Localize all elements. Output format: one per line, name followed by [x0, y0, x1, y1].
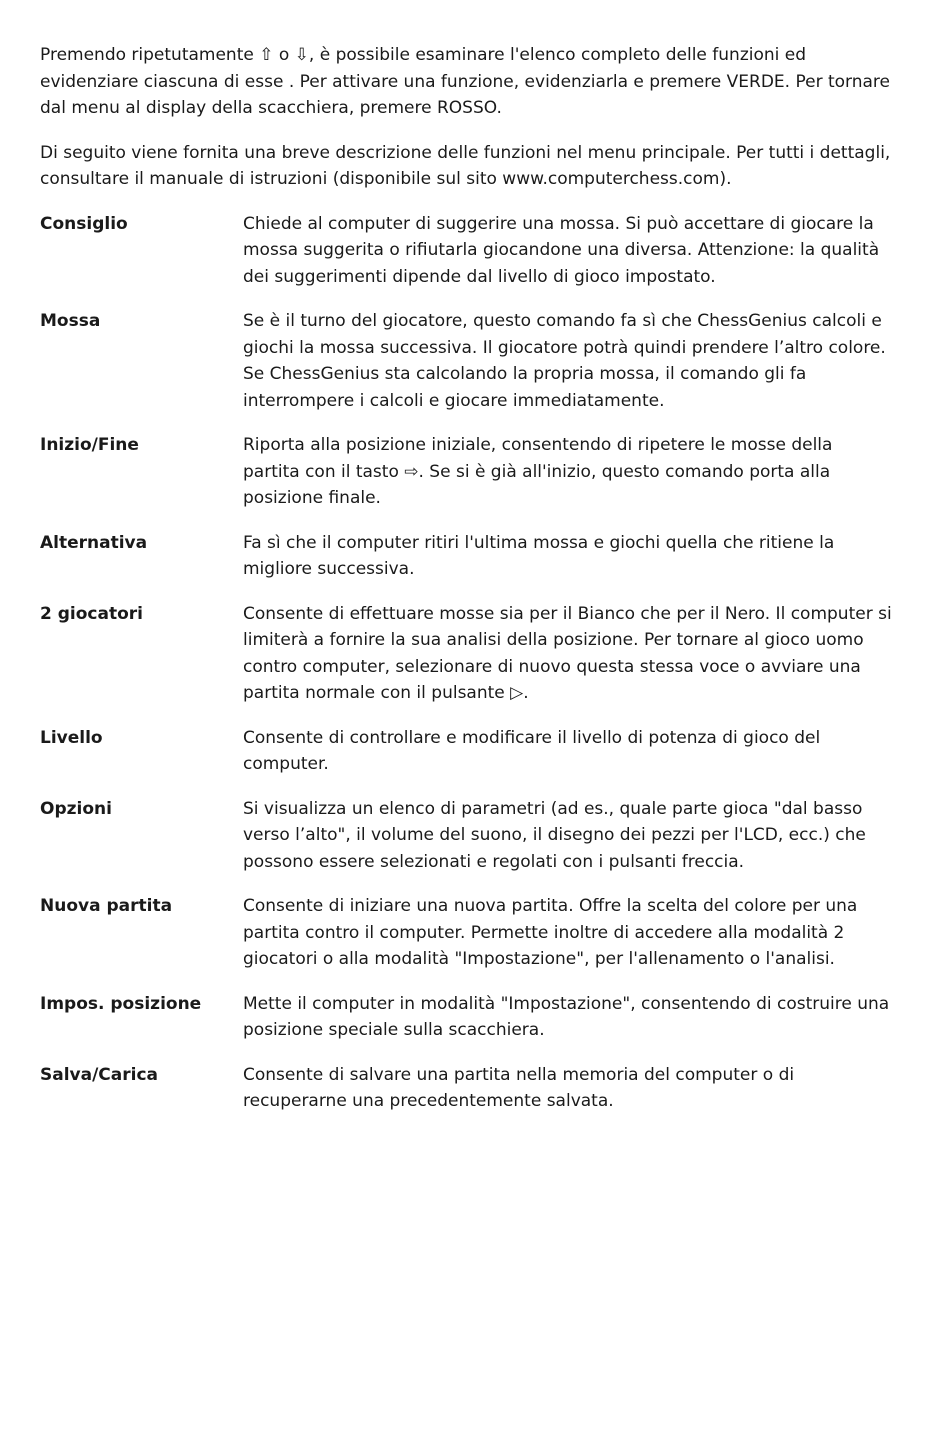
function-term: Livello	[40, 727, 103, 748]
function-term: Inizio/Fine	[40, 435, 139, 455]
function-description: Consente di iniziare una nuova partita. Offre la scelta del colore per una partita contro il computer. Permette inoltre di accedere alla modalità 2 giocatori o alla modalità "Impostazione", per l'allenamento o l'analisi.	[243, 896, 858, 969]
function-item-inizio-fine	[40, 432, 892, 512]
function-item-livello	[40, 725, 892, 778]
function-term: Impos. posizione	[40, 993, 202, 1014]
function-term: Consiglio	[40, 213, 128, 234]
function-description: Fa sì che il computer ritiri l'ultima mossa e giochi quella che ritiene la migliore successiva.	[243, 532, 835, 579]
function-item-2-giocatori	[40, 601, 892, 707]
function-description: Si visualizza un elenco di parametri (ad es., quale parte gioca "dal basso verso l’alto", il volume del suono, il disegno dei pezzi per l'LCD, ecc.) che possono essere selezionati e regolati con i pulsanti freccia.	[243, 798, 866, 872]
function-term: Salva/Carica	[40, 1064, 159, 1085]
function-description: Mette il computer in modalità "Impostazione", consentendo di costruire una posizione speciale sulla scacchiera.	[243, 993, 890, 1040]
function-term: Opzioni	[40, 798, 112, 819]
function-item-consiglio	[40, 211, 892, 291]
function-description: Riporta alla posizione iniziale, consentendo di ripetere le mosse della partita con il tasto ⇨. Se si è già all'inizio, questo comando porta alla posizione finale.	[243, 435, 833, 508]
function-description: Consente di controllare e modificare il livello di potenza di gioco del computer.	[243, 727, 821, 774]
function-description: Consente di effettuare mosse sia per il Bianco che per il Nero. Il computer si limiterà a fornire la sua analisi della posizione. Per tornare al gioco uomo contro computer, selezionare di nuovo questa stessa voce o avviare una partita normale con il pulsante ▷.	[243, 603, 892, 703]
function-item-opzioni	[40, 796, 892, 876]
function-list	[40, 211, 892, 1115]
function-description: Chiede al computer di suggerire una mossa. Si può accettare di giocare la mossa suggerita o rifiutarla giocandone una diversa. Attenzione: la qualità dei suggerimenti dipende dal livello di gioco impostato.	[243, 213, 880, 287]
function-item-nuova-partita	[40, 893, 892, 973]
function-term: Nuova partita	[40, 896, 173, 916]
function-description: Se è il turno del giocatore, questo comando fa sì che ChessGenius calcoli e giochi la mossa successiva. Il giocatore potrà quindi prendere l’altro colore. Se ChessGenius sta calcolando la propria mossa, il comando gli fa interrompere i calcoli e giocare immediatamente.	[243, 311, 886, 411]
function-item-alternativa	[40, 530, 892, 583]
function-item-salva-carica	[40, 1062, 892, 1115]
function-term: 2 giocatori	[40, 603, 143, 624]
intro-paragraph-description: Di seguito viene fornita una breve descrizione delle funzioni nel menu principale. Per tutti i dettagli, consultare il manuale di istruzioni (disponibile sul sito www.computerchess.com).	[40, 142, 891, 189]
function-item-mossa	[40, 308, 892, 414]
intro-paragraph-navigation: Premendo ripetutamente ⇧ o ⇩, è possibile esaminare l'elenco completo delle funzioni ed evidenziare ciascuna di esse . Per attivare una funzione, evidenziarla e premere VERDE. Per tornare dal menu al display della scacchiera, premere ROSSO.	[40, 45, 890, 118]
function-description: Consente di salvare una partita nella memoria del computer o di recuperarne una precedentemente salvata.	[243, 1064, 795, 1111]
function-term: Alternativa	[40, 532, 148, 553]
function-item-impos-posizione	[40, 991, 892, 1044]
function-term: Mossa	[40, 311, 101, 331]
manual-page	[40, 42, 892, 1133]
